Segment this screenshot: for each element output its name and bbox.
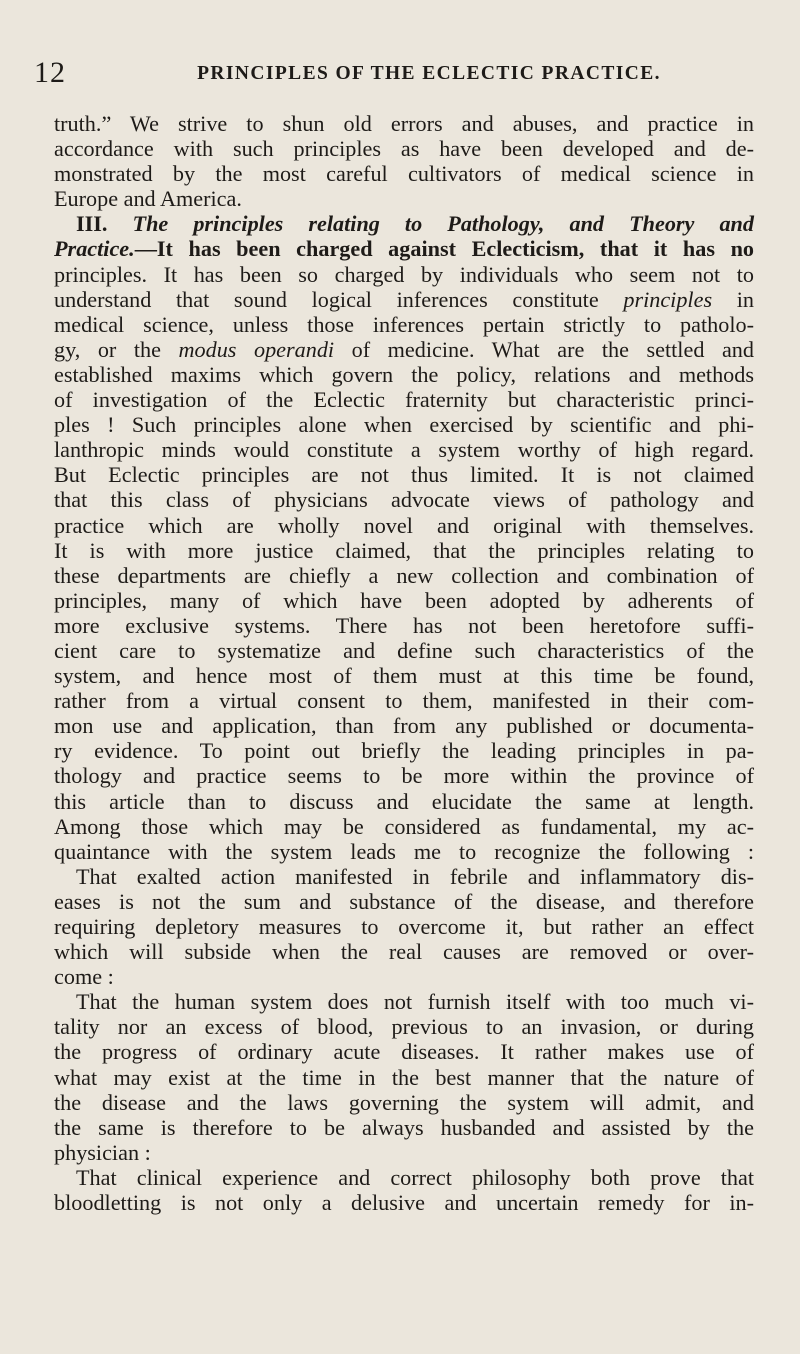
text-line: system, and hence most of them must at this time be found, <box>54 663 754 689</box>
text-line: Among those which may be considered as fundamental, my ac- <box>54 813 754 839</box>
text-line: of investigation of the Eclectic fraternity but characteristic princi- <box>54 387 754 413</box>
text-run: understand that sound logical inferences constitute <box>54 286 624 312</box>
text-line: bloodletting is not only a delusive and uncertain remedy for in- <box>54 1190 754 1216</box>
text-line: these departments are chiefly a new collection and combination of <box>54 562 754 588</box>
text-line: the progress of ordinary acute diseases. It rather makes use of <box>54 1039 754 1065</box>
text-line: the disease and the laws governing the system will admit, and <box>54 1089 754 1115</box>
text-line: ples ! Such principles alone when exercised by scientific and phi- <box>54 412 754 438</box>
text-line: this article than to discuss and elucidate the same at length. <box>54 788 754 814</box>
running-head: PRINCIPLES OF THE ECLECTIC PRACTICE. <box>197 63 661 84</box>
text-line: tality nor an excess of blood, previous to an invasion, or during <box>54 1014 754 1040</box>
text-line: principles, many of which have been adopted by adherents of <box>54 587 754 613</box>
section-numeral: III. <box>76 211 133 237</box>
page-number: 12 <box>34 56 66 89</box>
emphasis: principles <box>623 286 713 312</box>
text-line: accordance with such principles as have been developed and de- <box>54 136 754 162</box>
text-line: truth.” We strive to shun old errors and abuses, and practice in <box>54 111 754 136</box>
section-text: —It has been charged against Eclecticism, that it has no <box>134 236 754 262</box>
page-header <box>34 58 764 92</box>
text-line: requiring depletory measures to overcome it, but rather an effect <box>54 914 754 939</box>
text-line: that this class of physicians advocate views of pathology and <box>54 487 754 513</box>
text-line: lanthropic minds would constitute a system worthy of high regard. <box>54 437 754 463</box>
text-line: established maxims which govern the policy, relations and methods <box>54 361 754 387</box>
section-heading-line <box>54 236 754 261</box>
text-line: cient care to systematize and define such characteristics of the <box>54 637 754 663</box>
text-line: That exalted action manifested in febrile and inflammatory dis- <box>76 863 754 889</box>
text-line: eases is not the sum and substance of the disease, and therefore <box>54 888 754 914</box>
text-line: quaintance with the system leads me to recognize the following : <box>54 838 754 864</box>
text-line: principles. It has been so charged by individuals who seem not to <box>54 261 754 287</box>
text-line: But Eclectic principles are not thus limited. It is not claimed <box>54 462 754 488</box>
text-line: It is with more justice claimed, that the principles relating to <box>54 537 754 563</box>
text-line: medical science, unless those inferences pertain strictly to patholo- <box>54 311 754 337</box>
text-line: mon use and application, than from any published or documenta- <box>54 713 754 739</box>
text-line: which will subside when the real causes are removed or over- <box>54 939 754 965</box>
text-run: in <box>712 286 755 312</box>
text-line: more exclusive systems. There has not been heretofore suffi- <box>54 612 754 638</box>
text-line: practice which are wholly novel and original with themselves. <box>54 512 754 538</box>
text-line: That clinical experience and correct philosophy both prove that <box>76 1164 754 1190</box>
text-line <box>54 287 754 312</box>
text-line: monstrated by the most careful cultivators of medical science in <box>54 161 754 187</box>
text-run: gy, or the <box>54 336 179 362</box>
section-title-end: Practice. <box>54 236 135 262</box>
text-line: ry evidence. To point out briefly the leading principles in pa- <box>54 738 754 764</box>
text-line: thology and practice seems to be more within the province of <box>54 763 754 789</box>
section-title: The principles relating to Pathology, and Theory and <box>132 211 754 237</box>
text-line: That the human system does not furnish itself with too much vi- <box>76 989 754 1015</box>
text-run: of medicine. What are the settled and <box>334 336 754 362</box>
body-text <box>54 111 754 1215</box>
text-line: what may exist at the time in the best manner that the nature of <box>54 1064 754 1090</box>
text-line: the same is therefore to be always husbanded and assisted by the <box>54 1114 754 1140</box>
section-heading-line <box>54 211 754 236</box>
text-line <box>54 337 754 362</box>
text-line: rather from a virtual consent to them, manifested in their com- <box>54 688 754 714</box>
text-line: physician : <box>54 1139 151 1165</box>
text-line: come : <box>54 964 114 990</box>
emphasis: modus operandi <box>178 336 335 362</box>
text-line: Europe and America. <box>54 186 242 212</box>
